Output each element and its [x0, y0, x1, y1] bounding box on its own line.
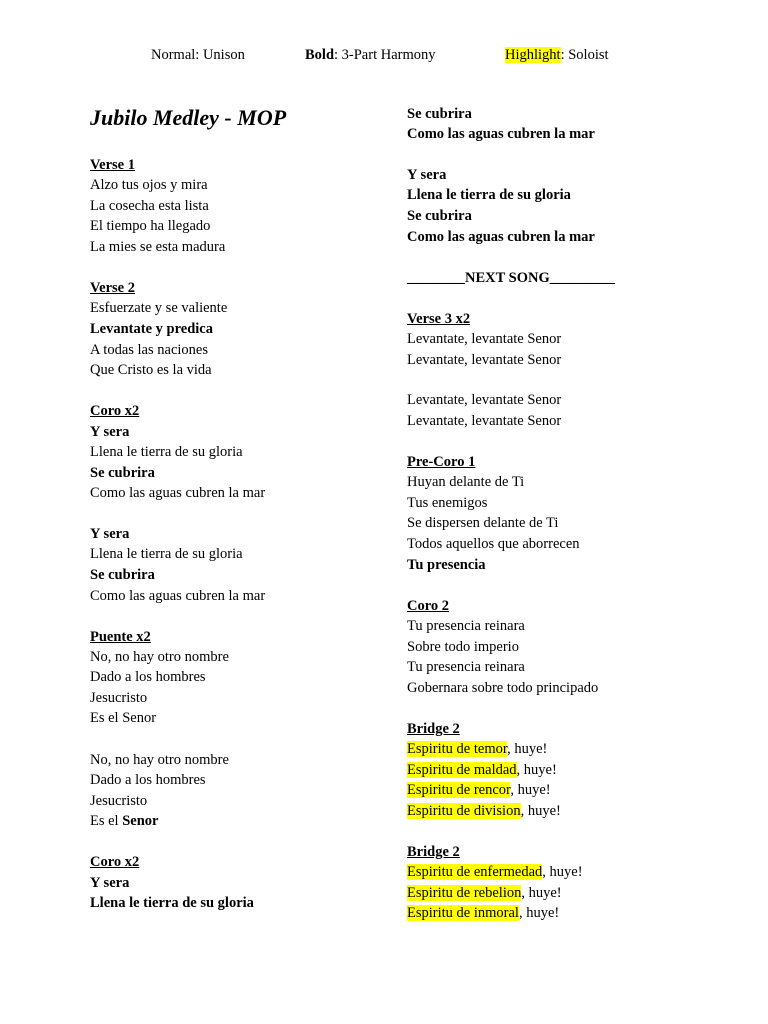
lyric-line: Jesucristo: [90, 690, 148, 706]
lyric-line: Se cubrira: [407, 208, 472, 224]
lyric-text: , huye!: [507, 741, 548, 757]
lyric-line: [407, 903, 559, 923]
lyric-line: Como las aguas cubren la mar: [90, 588, 266, 604]
lyric-bold-text: Senor: [122, 813, 159, 829]
lyric-line: Se cubrira: [90, 465, 155, 481]
page-title: Jubilo Medley - MOP: [90, 105, 287, 130]
lyric-line: Levantate, levantate Senor: [407, 352, 562, 368]
soloist-text: Espiritu de rebelion: [407, 885, 522, 901]
legend-bold: [305, 47, 436, 64]
lyric-line: Huyan delante de Ti: [407, 474, 525, 490]
lyric-line: El tiempo ha llegado: [90, 218, 211, 234]
lyric-line: [407, 862, 583, 882]
lyric-text: , huye!: [521, 885, 562, 901]
lyric-line: Es el Senor: [90, 710, 157, 726]
soloist-text: Espiritu de inmoral: [407, 905, 519, 921]
lyric-line: Dado a los hombres: [90, 772, 206, 788]
section-heading: Bridge 2: [407, 844, 460, 860]
lyric-line: No, no hay otro nombre: [90, 752, 229, 768]
lyric-line: Esfuerzate y se valiente: [90, 300, 228, 316]
lyric-line: Llena le tierra de su gloria: [407, 187, 571, 203]
lyric-text: , huye!: [520, 803, 561, 819]
lyric-line: Y sera: [407, 167, 447, 183]
lyric-text: , huye!: [516, 762, 557, 778]
lyric-line: Como las aguas cubren la mar: [90, 485, 266, 501]
lyric-line: Se cubrira: [407, 106, 472, 122]
legend-highlight: [505, 47, 609, 64]
section-heading: Verse 2: [90, 280, 135, 296]
lyric-text: Es el: [90, 813, 123, 829]
soloist-text: Espiritu de division: [407, 803, 521, 819]
lyric-line: Tu presencia: [407, 557, 486, 573]
soloist-text: Espiritu de rencor: [407, 782, 511, 798]
lyric-text: , huye!: [542, 864, 583, 880]
soloist-text: Espiritu de temor: [407, 741, 508, 757]
legend-bold-word: Bold: [305, 47, 335, 63]
lyric-line: Tu presencia reinara: [407, 618, 525, 634]
legend-bold-rest: : 3-Part Harmony: [334, 47, 436, 63]
legend-bar: [0, 47, 768, 67]
lyric-line: Todos aquellos que aborrecen: [407, 536, 580, 552]
section-heading: Pre-Coro 1: [407, 454, 476, 470]
lyric-line: [407, 780, 551, 800]
lyric-line: Levantate, levantate Senor: [407, 413, 562, 429]
lyric-line: Como las aguas cubren la mar: [407, 229, 595, 245]
section-heading: Coro 2: [407, 598, 450, 614]
lyric-line: Llena le tierra de su gloria: [90, 546, 243, 562]
lyric-line: No, no hay otro nombre: [90, 649, 229, 665]
legend-normal: Normal: Unison: [151, 47, 245, 63]
lyric-line: Y sera: [90, 424, 130, 440]
lyric-line: A todas las naciones: [90, 342, 208, 358]
lyric-line: Jesucristo: [90, 793, 148, 809]
next-song-divider: ________NEXT SONG_________: [407, 270, 615, 286]
soloist-text: Espiritu de maldad: [407, 762, 517, 778]
section-heading: Coro x2: [90, 403, 140, 419]
lyric-line: [407, 801, 561, 821]
section-heading: Coro x2: [90, 854, 140, 870]
lyric-line: Levantate, levantate Senor: [407, 331, 562, 347]
lyric-line: Llena le tierra de su gloria: [90, 444, 243, 460]
lyric-line: Gobernara sobre todo principado: [407, 680, 599, 696]
lyric-line: Sobre todo imperio: [407, 639, 519, 655]
soloist-text: Espiritu de enfermedad: [407, 864, 543, 880]
lyric-line: Y sera: [90, 526, 130, 542]
lyric-line: Como las aguas cubren la mar: [407, 126, 595, 142]
lyric-line: Que Cristo es la vida: [90, 362, 212, 378]
section-heading: Verse 3 x2: [407, 311, 471, 327]
lyric-line: Tu presencia reinara: [407, 659, 525, 675]
lyric-line: [90, 811, 158, 831]
lyric-text: , huye!: [510, 782, 551, 798]
lyric-text: , huye!: [518, 905, 560, 921]
lyric-line: La cosecha esta lista: [90, 198, 209, 214]
lyric-line: Llena le tierra de su gloria: [90, 895, 254, 911]
lyric-line: Alzo tus ojos y mira: [90, 177, 208, 193]
legend-highlight-rest: : Soloist: [560, 47, 609, 63]
section-heading: Puente x2: [90, 629, 151, 645]
lyric-line: Tus enemigos: [407, 495, 488, 511]
lyric-line: Se dispersen delante de Ti: [407, 515, 559, 531]
lyric-line: Dado a los hombres: [90, 669, 206, 685]
lyric-line: [407, 760, 557, 780]
lyric-line: [407, 739, 547, 759]
lyric-line: Y sera: [90, 875, 130, 891]
lyric-line: [407, 883, 562, 903]
lyric-line: La mies se esta madura: [90, 239, 226, 255]
lyric-line: Levantate, levantate Senor: [407, 392, 562, 408]
legend-highlight-word: Highlight: [505, 47, 561, 63]
section-heading: Verse 1: [90, 157, 135, 173]
lyric-line: Se cubrira: [90, 567, 155, 583]
lyric-line: Levantate y predica: [90, 321, 213, 337]
section-heading: Bridge 2: [407, 721, 460, 737]
